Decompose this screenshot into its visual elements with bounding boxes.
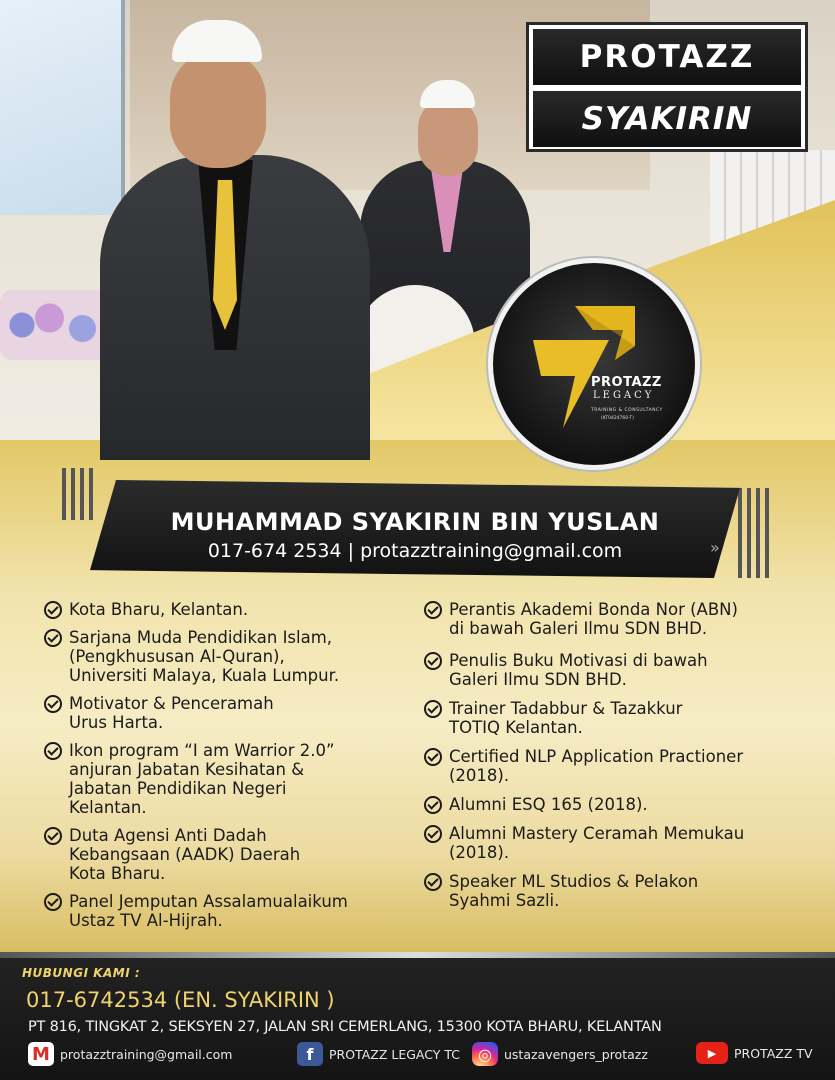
portrait-photo [100,20,370,460]
facebook-icon: f [297,1042,323,1066]
double-arrow-icon: » [710,538,720,557]
credential-item: Duta Agensi Anti Dadah Kebangsaan (AADK) Daerah Kota Bharu. [44,826,414,883]
credential-item: Certified NLP Application Practioner (2018). [424,747,794,785]
instagram-icon: ◎ [472,1042,498,1066]
title-line2: SYAKIRIN [581,101,753,137]
youtube-icon: ▶ [696,1042,728,1064]
contact-heading: HUBUNGI KAMI : [22,966,141,980]
check-circle-icon [44,695,62,713]
name-banner [90,480,740,578]
credential-item: Penulis Buku Motivasi di bawah Galeri Ilmu SDN BHD. [424,651,794,689]
email-link[interactable]: M protazztraining@gmail.com [28,1042,232,1066]
trainer-name: MUHAMMAD SYAKIRIN BIN YUSLAN [170,508,660,536]
credential-item: Speaker ML Studios & Pelakon Syahmi Sazli. [424,872,794,910]
check-circle-icon [424,873,442,891]
credential-item: Motivator & Penceramah Urus Harta. [44,694,414,732]
check-circle-icon [424,825,442,843]
protazz-legacy-logo [488,258,700,470]
credential-item: Trainer Tadabbur & Tazakkur TOTIQ Kelantan. [424,699,794,737]
check-circle-icon [44,629,62,647]
banner-contact: 017-674 2534 | protazztraining@gmail.com [207,540,623,562]
contact-address: PT 816, TINGKAT 2, SEKSYEN 27, JALAN SRI CEMERLANG, 15300 KOTA BHARU, KELANTAN [28,1019,662,1035]
credential-item: Alumni ESQ 165 (2018). [424,795,794,814]
contact-phone[interactable]: 017-6742534 (EN. SYAKIRIN ) [26,988,335,1012]
check-circle-icon [424,748,442,766]
flower-arrangement [0,290,110,360]
credential-item: Sarjana Muda Pendidikan Islam, (Pengkhususan Al-Quran), Universiti Malaya, Kuala Lumpur. [44,628,414,685]
credential-item: Alumni Mastery Ceramah Memukau (2018). [424,824,794,862]
credentials-right [424,600,794,910]
credentials-left [44,600,414,930]
check-circle-icon [424,700,442,718]
gmail-icon: M [28,1042,54,1066]
check-circle-icon [44,893,62,911]
title-box [526,22,808,152]
check-circle-icon [44,827,62,845]
facebook-link[interactable]: f PROTAZZ LEGACY TC [297,1042,460,1066]
credential-item: Panel Jemputan Assalamualaikum Ustaz TV Al-Hijrah. [44,892,414,930]
logo-registration: (KT0424760-T) [601,416,634,421]
logo-subname: LEGACY [593,390,655,401]
title-line1: PROTAZZ [579,39,755,75]
check-circle-icon [424,601,442,619]
decorative-stripes [738,488,772,578]
instagram-link[interactable]: ◎ ustazavengers_protazz [472,1042,648,1066]
credential-item: Ikon program “I am Warrior 2.0” anjuran Jabatan Kesihatan & Jabatan Pendidikan Negeri Kelantan. [44,741,414,817]
check-circle-icon [44,601,62,619]
logo-tagline: TRAINING & CONSULTANCY [591,408,663,413]
check-circle-icon [424,652,442,670]
check-circle-icon [424,796,442,814]
youtube-link[interactable]: ▶ PROTAZZ TV [696,1042,813,1064]
logo-name: PROTAZZ [591,375,662,390]
check-circle-icon [44,742,62,760]
credential-item: Perantis Akademi Bonda Nor (ABN) di bawah Galeri Ilmu SDN BHD. [424,600,794,638]
credential-item: Kota Bharu, Kelantan. [44,600,414,619]
